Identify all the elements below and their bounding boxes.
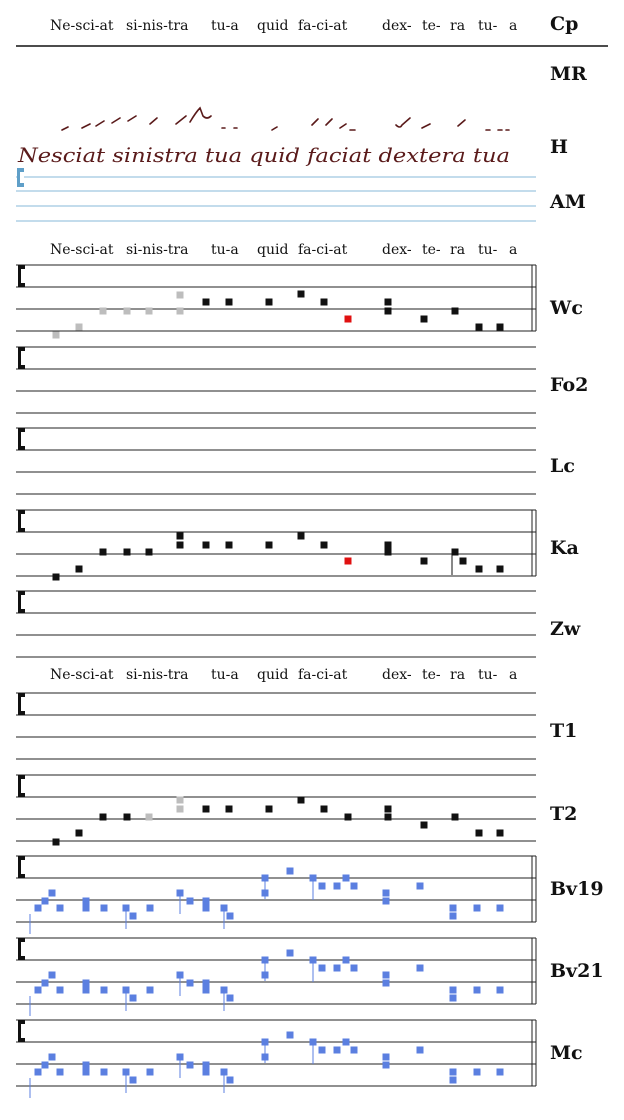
- note-bv21: [227, 995, 234, 1002]
- note-wc: [421, 316, 428, 323]
- note-bv21: [57, 987, 64, 994]
- note-wc: [76, 324, 83, 331]
- note-t2: [124, 814, 131, 821]
- c-clef-gap: [21, 351, 25, 365]
- note-bv19: [83, 905, 90, 912]
- note-t2: [497, 830, 504, 837]
- note-bv21: [319, 965, 326, 972]
- note-bv21: [497, 987, 504, 994]
- note-t2: [298, 797, 305, 804]
- note-bv21: [334, 965, 341, 972]
- note-t2: [385, 806, 392, 813]
- header-lyrics: [50, 18, 517, 34]
- note-t2: [266, 806, 273, 813]
- note-mc: [474, 1069, 481, 1076]
- note-t2: [76, 830, 83, 837]
- note-t2: [452, 814, 459, 821]
- note-bv19: [287, 868, 294, 875]
- syllable: Ne-sci-at: [50, 242, 114, 258]
- source-label-lc: Lc: [550, 455, 575, 477]
- note-bv21: [383, 980, 390, 987]
- c-clef-gap: [21, 860, 25, 874]
- syllable: Ne-sci-at: [50, 18, 114, 34]
- note-t2: [321, 806, 328, 813]
- note-bv19: [187, 898, 194, 905]
- note-bv19: [450, 913, 457, 920]
- note-bv19: [227, 913, 234, 920]
- note-t2: [53, 839, 60, 846]
- note-wc: [226, 299, 233, 306]
- note-mc: [334, 1047, 341, 1054]
- note-wc: [124, 308, 131, 315]
- note-mc: [35, 1069, 42, 1076]
- note-bv19: [450, 905, 457, 912]
- source-label-bv19: Bv19: [550, 878, 604, 900]
- note-t2: [421, 822, 428, 829]
- syllable: ra: [450, 667, 466, 683]
- note-ka: [421, 558, 428, 565]
- note-mc: [343, 1039, 350, 1046]
- syllable: Ne-sci-at: [50, 667, 114, 683]
- c-clef-gap: [21, 779, 25, 793]
- note-mc: [49, 1054, 56, 1061]
- syllable: tu-a: [211, 18, 239, 34]
- note-t2: [100, 814, 107, 821]
- note-bv21: [49, 972, 56, 979]
- note-t2: [226, 806, 233, 813]
- note-mc: [383, 1062, 390, 1069]
- note-bv19: [334, 883, 341, 890]
- note-ka: [497, 566, 504, 573]
- note-bv21: [35, 987, 42, 994]
- syllable: quid: [257, 242, 289, 258]
- source-label-bv21: Bv21: [550, 960, 604, 982]
- syllable: dex-: [382, 667, 412, 683]
- note-bv19: [383, 890, 390, 897]
- syllable: tu-: [478, 18, 498, 34]
- note-ka: [452, 549, 459, 556]
- source-label-fo2: Fo2: [550, 374, 589, 396]
- c-clef-gap: [21, 269, 25, 283]
- note-mc: [187, 1062, 194, 1069]
- note-bv21: [474, 987, 481, 994]
- note-bv19: [343, 875, 350, 882]
- c-clef-gap: [21, 595, 25, 609]
- manuscript-h: [17, 108, 510, 167]
- note-mc: [227, 1077, 234, 1084]
- syllable: ra: [450, 18, 466, 34]
- note-bv19: [130, 913, 137, 920]
- syllable: a: [509, 18, 518, 34]
- syllable: a: [509, 242, 518, 258]
- syllable: si-nis-tra: [126, 242, 189, 258]
- syllable: quid: [257, 667, 289, 683]
- syllable: tu-a: [211, 667, 239, 683]
- note-wc: [476, 324, 483, 331]
- note-wc: [321, 299, 328, 306]
- note-mc: [203, 1069, 210, 1076]
- c-clef-gap: [21, 514, 25, 528]
- note-mc: [42, 1062, 49, 1069]
- note-mc: [147, 1069, 154, 1076]
- lyrics-row-3: [50, 667, 517, 683]
- syllable: tu-a: [211, 242, 239, 258]
- manuscript-text: Nesciat sinistra tua quid faciat dextera tua: [16, 143, 511, 167]
- note-mc: [497, 1069, 504, 1076]
- note-ka: [476, 566, 483, 573]
- c-clef-gap: [21, 432, 25, 446]
- note-bv19: [49, 890, 56, 897]
- note-ka: [321, 542, 328, 549]
- note-t2: [385, 814, 392, 821]
- note-bv21: [203, 980, 210, 987]
- note-t2: [177, 797, 184, 804]
- note-bv19: [42, 898, 49, 905]
- syllable: ra: [450, 242, 466, 258]
- staff-am: [16, 168, 536, 221]
- note-mc: [130, 1077, 137, 1084]
- source-label-zw: Zw: [550, 618, 581, 640]
- syllable: te-: [422, 18, 441, 34]
- lyrics-row-2: [50, 242, 517, 258]
- note-bv19: [383, 898, 390, 905]
- syllable: tu-: [478, 242, 498, 258]
- c-clef-gap: [21, 1024, 25, 1038]
- note-ka: [385, 549, 392, 556]
- note-ka: [177, 542, 184, 549]
- note-ka: [266, 542, 273, 549]
- note-mc: [383, 1054, 390, 1061]
- note-ka: [76, 566, 83, 573]
- note-bv19: [101, 905, 108, 912]
- note-t2: [345, 814, 352, 821]
- note-ka: [53, 574, 60, 581]
- note-mc: [319, 1047, 326, 1054]
- note-wc: [266, 299, 273, 306]
- note-ka: [177, 533, 184, 540]
- note-wc: [100, 308, 107, 315]
- c-clef-gap: [21, 697, 25, 711]
- note-t2: [146, 814, 153, 821]
- note-bv21: [147, 987, 154, 994]
- note-bv21: [417, 965, 424, 972]
- note-wc: [177, 308, 184, 315]
- note-bv19: [351, 883, 358, 890]
- note-ka: [146, 549, 153, 556]
- syllable: quid: [257, 18, 289, 34]
- syllable: dex-: [382, 18, 412, 34]
- source-label-h: H: [550, 136, 568, 158]
- note-bv19: [417, 883, 424, 890]
- note-bv21: [351, 965, 358, 972]
- note-mc: [351, 1047, 358, 1054]
- note-ka: [345, 558, 352, 565]
- note-bv19: [203, 905, 210, 912]
- note-bv19: [83, 898, 90, 905]
- note-bv21: [101, 987, 108, 994]
- note-bv21: [287, 950, 294, 957]
- note-mc: [450, 1069, 457, 1076]
- note-wc: [345, 316, 352, 323]
- syllable: a: [509, 667, 518, 683]
- syllable: si-nis-tra: [126, 18, 189, 34]
- syllable: si-nis-tra: [126, 667, 189, 683]
- note-bv21: [83, 987, 90, 994]
- note-wc: [146, 308, 153, 315]
- source-label-wc: Wc: [550, 297, 583, 319]
- note-bv21: [383, 972, 390, 979]
- note-mc: [287, 1032, 294, 1039]
- c-clef-gap: [21, 942, 25, 956]
- note-t2: [203, 806, 210, 813]
- note-mc: [83, 1069, 90, 1076]
- note-mc: [203, 1062, 210, 1069]
- note-ka: [124, 549, 131, 556]
- syllable: te-: [422, 667, 441, 683]
- source-label-t2: T2: [550, 803, 578, 825]
- source-label-cp: Cp: [550, 13, 579, 35]
- syllable: fa-ci-at: [298, 667, 348, 683]
- note-wc: [385, 308, 392, 315]
- note-ka: [226, 542, 233, 549]
- note-ka: [298, 533, 305, 540]
- note-ka: [385, 542, 392, 549]
- note-bv19: [474, 905, 481, 912]
- source-label-mc: Mc: [550, 1042, 583, 1064]
- note-bv21: [450, 987, 457, 994]
- source-label-am: AM: [550, 191, 586, 213]
- note-bv19: [319, 883, 326, 890]
- note-bv21: [42, 980, 49, 987]
- note-bv21: [450, 995, 457, 1002]
- note-mc: [57, 1069, 64, 1076]
- syllable: te-: [422, 242, 441, 258]
- source-label-ka: Ka: [550, 537, 579, 559]
- note-mc: [101, 1069, 108, 1076]
- note-bv19: [147, 905, 154, 912]
- note-mc: [450, 1077, 457, 1084]
- note-bv21: [187, 980, 194, 987]
- note-bv21: [203, 987, 210, 994]
- note-wc: [298, 291, 305, 298]
- note-bv19: [35, 905, 42, 912]
- note-wc: [53, 332, 60, 339]
- syllable: fa-ci-at: [298, 242, 348, 258]
- note-mc: [83, 1062, 90, 1069]
- note-wc: [385, 299, 392, 306]
- note-t2: [177, 806, 184, 813]
- syllable: tu-: [478, 667, 498, 683]
- note-bv21: [130, 995, 137, 1002]
- syllable: dex-: [382, 242, 412, 258]
- note-bv19: [57, 905, 64, 912]
- note-bv19: [497, 905, 504, 912]
- note-bv21: [83, 980, 90, 987]
- note-bv19: [203, 898, 210, 905]
- syllable: fa-ci-at: [298, 18, 348, 34]
- source-label-mr: MR: [550, 63, 587, 85]
- note-bv21: [343, 957, 350, 964]
- note-wc: [497, 324, 504, 331]
- note-wc: [452, 308, 459, 315]
- note-mc: [417, 1047, 424, 1054]
- note-ka: [460, 558, 467, 565]
- source-label-t1: T1: [550, 720, 578, 742]
- note-wc: [177, 292, 184, 299]
- note-ka: [100, 549, 107, 556]
- note-wc: [203, 299, 210, 306]
- note-t2: [476, 830, 483, 837]
- note-ka: [203, 542, 210, 549]
